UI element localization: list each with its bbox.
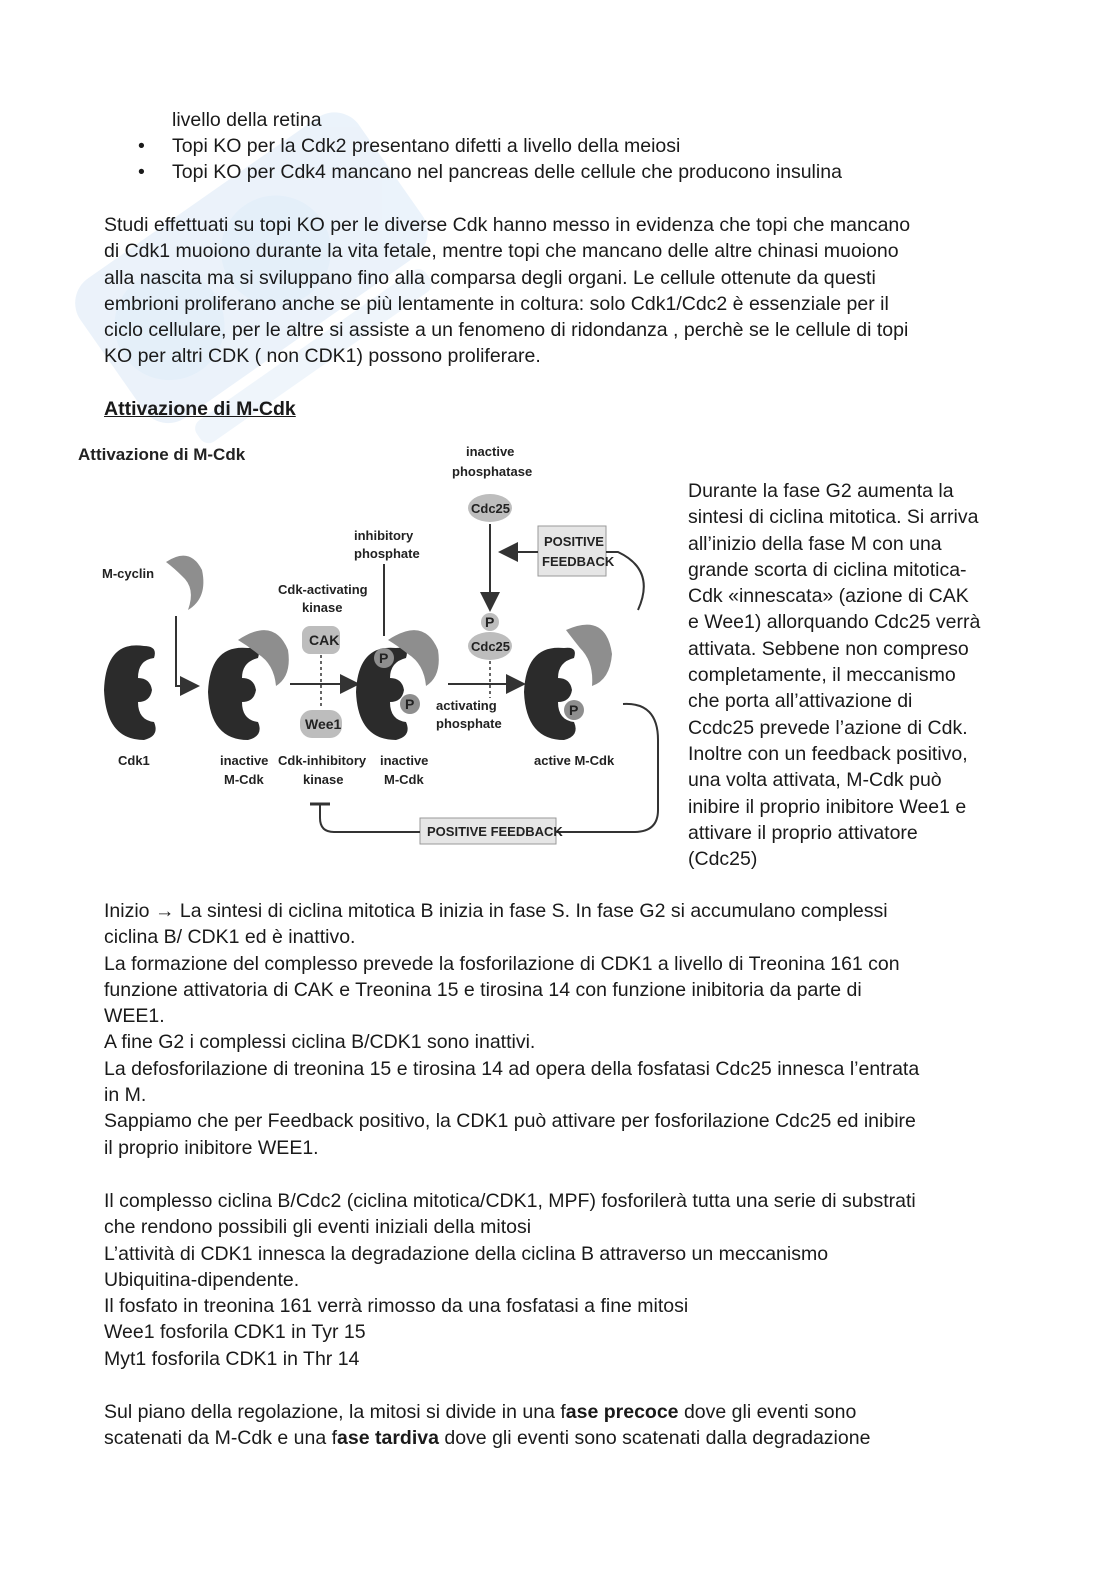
side-text-line: inibire il proprio inibitore Wee1 e [688, 795, 967, 818]
text-span: dove gli eventi sono [678, 1401, 857, 1423]
inactive-mcdk-shape [208, 648, 260, 740]
paragraph-line: il proprio inibitore WEE1. [104, 1136, 319, 1159]
cdc25-label: Cdc25 [471, 501, 511, 516]
bullet-symbol: • [138, 135, 145, 157]
paragraph-line: funzione attivatoria di CAK e Treonina 15 e tirosina 14 con funzione inibitoria da parte di [104, 978, 862, 1001]
paragraph-line [104, 1425, 870, 1451]
bullet-symbol: • [138, 161, 145, 184]
paragraph-line: in M. [104, 1084, 147, 1107]
cdk-activating-kinase-label-2: kinase [302, 600, 343, 615]
side-text-line: Ccdc25 prevede l’azione di Cdk. [688, 716, 968, 739]
positive-feedback-bottom-label: POSITIVE FEEDBACK [427, 824, 563, 839]
m-cdk-activation-figure [78, 440, 678, 860]
side-text-line: (Cdc25) [688, 848, 758, 871]
cyclin-binding-arrow [176, 616, 196, 686]
paragraph-line: La defosforilazione di treonina 15 e tirosina 14 ad opera della fosfatasi Cdc25 innesca l’entrata [104, 1057, 920, 1080]
paragraph-line: ciclina B/ CDK1 ed è inattivo. [104, 926, 356, 949]
paragraph-line: Inizio → La sintesi di ciclina mitotica B inizia in fase S. In fase G2 si accumulano complessi [104, 900, 888, 922]
side-text-line: che porta all’attivazione di [688, 690, 913, 713]
figure-side-text [688, 478, 1023, 872]
inactive-mcdk-label-1-line2: M-Cdk [224, 772, 264, 787]
side-text-line: Durante la fase G2 aumenta la [688, 480, 954, 502]
m-cyclin-shape [166, 556, 203, 610]
phosphate-label: P [405, 696, 415, 712]
text-span: Sul piano della regolazione, la mitosi si divide in una f [104, 1401, 566, 1423]
cak-label: CAK [309, 632, 340, 648]
side-text-line: sintesi di ciclina mitotica. Si arriva [688, 506, 979, 529]
side-text-line: Inoltre con un feedback positivo, [688, 742, 968, 765]
inhibitory-phosphate-label-2: phosphate [354, 546, 420, 561]
bullet-list [138, 133, 842, 186]
side-text-line: all’inizio della fase M con una [688, 532, 942, 555]
wee1-label: Wee1 [305, 716, 342, 732]
bullet-text: Topi KO per la Cdk2 presentano difetti a livello della meiosi [172, 135, 681, 157]
text-span: dove gli eventi sono scatenati dalla degradazione [438, 1427, 871, 1450]
inactive-phosphatase-label-2: phosphatase [452, 464, 533, 479]
paragraph-line: Ubiquitina-dipendente. [104, 1268, 300, 1291]
paragraph-line: Il fosfato in treonina 161 verrà rimosso da una fosfatasi a fine mitosi [104, 1295, 689, 1318]
inactive-phosphatase-label: inactive [466, 444, 515, 459]
paragraph-line: La formazione del complesso prevede la fosforilazione di CDK1 a livello di Treonina 161 con [104, 952, 900, 975]
inactive-mcdk-label-2b: M-Cdk [384, 772, 424, 787]
active-mcdk-shape [524, 648, 579, 740]
inhibitory-phosphate-label: inhibitory [354, 528, 414, 543]
active-mcdk-label: active M-Cdk [534, 753, 615, 768]
paragraph-line: Studi effettuati su topi KO per le diverse Cdk hanno messo in evidenza che topi che mancano [104, 214, 911, 236]
side-text-line: grande scorta di ciclina mitotica- [688, 558, 967, 581]
list-item [138, 159, 842, 185]
side-text-line: Cdk «innescata» (azione di CAK [688, 585, 969, 608]
positive-feedback-top-label-2: FEEDBACK [542, 554, 615, 569]
cdk-activating-kinase-label: Cdk-activating [278, 582, 368, 597]
phosphate-label: P [569, 702, 579, 718]
side-text-line: e Wee1) allorquando Cdc25 verrà [688, 611, 981, 634]
cdk1-shape [104, 645, 156, 740]
paragraph-cyclin-b-synthesis [104, 898, 919, 1161]
inactive-mcdk-label-1: inactive M-Cdk [220, 753, 269, 787]
positive-feedback-top-label: POSITIVE [544, 534, 604, 549]
side-text-line: attivare il proprio attivatore [688, 821, 918, 844]
cdk-inhibitory-kinase-label: Cdk-inhibitory [278, 753, 367, 768]
paragraph-mitosis-phases [104, 1399, 870, 1452]
paragraph-line: WEE1. [104, 1005, 165, 1028]
section-heading: Attivazione di M-Cdk [104, 398, 296, 420]
m-cyclin-label: M-cyclin [102, 566, 155, 581]
paragraph-line: Myt1 fosforila CDK1 in Thr 14 [104, 1347, 360, 1370]
phosphate-label: P [485, 614, 495, 630]
paragraph-line: L’attività di CDK1 innesca la degradazione della ciclina B attraverso un meccanismo [104, 1242, 829, 1265]
inactive-mcdk-label-2: inactive [380, 753, 429, 768]
paragraph-line: KO per altri CDK ( non CDK1) possono proliferare. [104, 345, 541, 368]
cdc25-label: Cdc25 [471, 639, 511, 654]
bold-term: ase tardiva [337, 1427, 439, 1450]
cdk1-label: Cdk1 [118, 753, 150, 768]
paragraph-line: Il complesso ciclina B/Cdc2 (ciclina mitotica/CDK1, MPF) fosforilerà tutta una serie di substrati [104, 1190, 916, 1212]
feedback-inhibit-line [320, 804, 420, 832]
paragraph-line: alla nascita ma si sviluppano fino alla comparsa degli organi. Le cellule ottenute da questi [104, 266, 876, 289]
paragraph-line: A fine G2 i complessi ciclina B/CDK1 sono inattivi. [104, 1031, 536, 1054]
cdk-inhibitory-kinase-label-2: kinase [303, 772, 344, 787]
phosphate-label: P [379, 650, 389, 666]
paragraph-line: che rendono possibili gli eventi iniziali della mitosi [104, 1216, 532, 1239]
activating-phosphate-label-2: phosphate [436, 716, 502, 731]
side-text-line: una volta attivata, M-Cdk può [688, 769, 942, 792]
list-continuation-text: livello della retina [172, 109, 322, 131]
paragraph-line: Wee1 fosforila CDK1 in Tyr 15 [104, 1321, 366, 1344]
paragraph-mpf-substrates [104, 1188, 916, 1372]
list-item [138, 133, 842, 159]
paragraph-line: ciclo cellulare, per le altre si assiste a un fenomeno di ridondanza , perchè se le cellule di topi [104, 319, 909, 342]
paragraph-line: Sappiamo che per Feedback positivo, la CDK1 può attivare per fosforilazione Cdc25 ed inibire [104, 1110, 916, 1133]
bullet-text: Topi KO per Cdk4 mancano nel pancreas delle cellule che producono insulina [172, 161, 842, 184]
side-text-line: attivata. Sebbene non compreso [688, 637, 969, 660]
bold-term: ase precoce [565, 1401, 679, 1423]
side-text-line: completamente, il meccanismo [688, 664, 956, 687]
activating-phosphate-label: activating [436, 698, 497, 713]
paragraph-line: di Cdk1 muoiono durante la vita fetale, mentre topi che mancano delle altre chinasi muoiono [104, 240, 899, 263]
text-span: scatenati da M-Cdk e una f [104, 1427, 338, 1450]
figure-title: Attivazione di M-Cdk [78, 445, 246, 464]
paragraph-line: embrioni proliferano anche se più lentamente in coltura: solo Cdk1/Cdc2 è essenziale per il [104, 292, 889, 315]
paragraph-line [104, 1399, 870, 1425]
paragraph-ko-studies [104, 212, 910, 370]
